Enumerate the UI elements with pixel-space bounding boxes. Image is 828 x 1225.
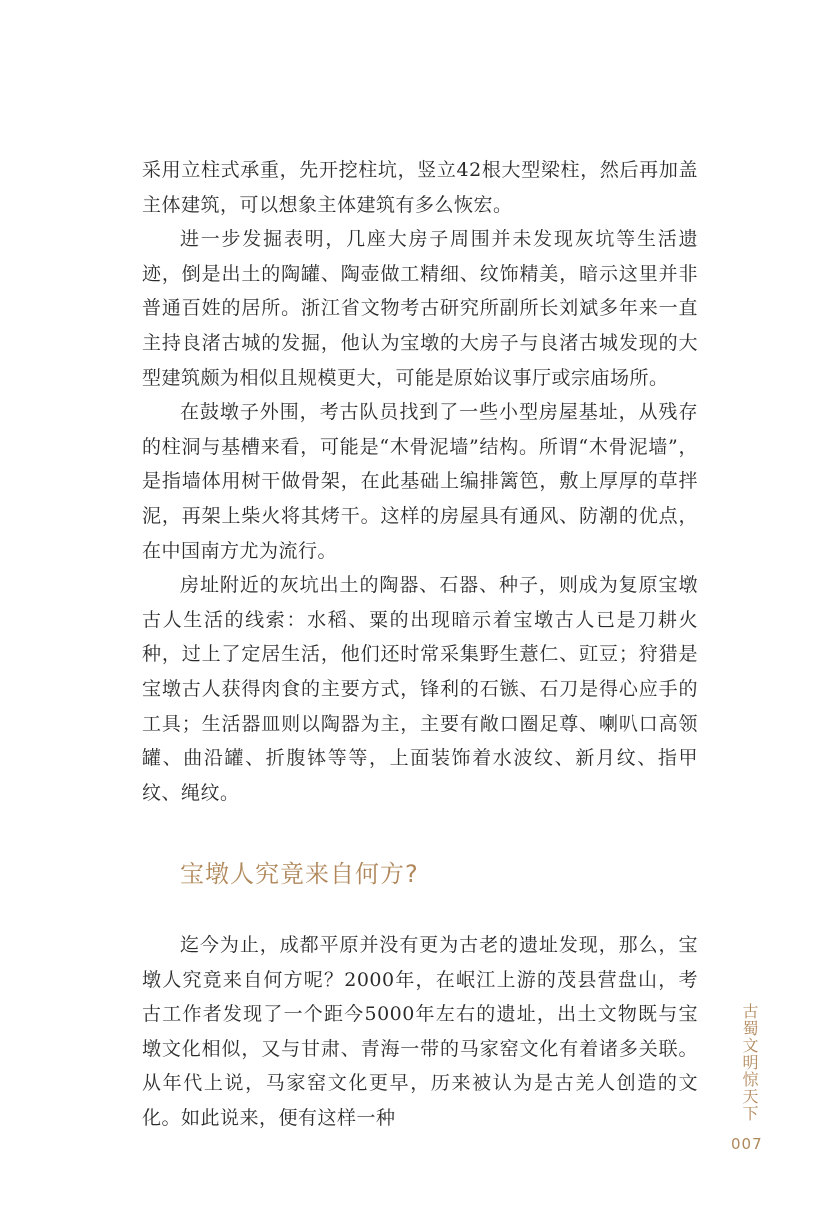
section-heading: 宝墩人究竟来自何方? — [180, 860, 419, 888]
running-title: 古蜀文明惊天下 — [740, 1003, 759, 1122]
paragraph: 在鼓墩子外围，考古队员找到了一些小型房屋基址，从残存的柱洞与基槽来看，可能是“木骨泥墙”结构。所谓“木骨泥墙”，是指墙体用树干做骨架，在此基础上编排篱笆，敷上厚厚的草拌泥，再架上柴火将其烤干。这样的房屋具有通风、防潮的优点，在中国南方尤为流行。 — [142, 401, 698, 562]
page-number: 007 — [731, 1135, 763, 1153]
paragraph: 迄今为止，成都平原并没有更为古老的遗址发现，那么，宝墩人究竟来自何方呢？2000年，在岷江上游的茂县营盘山，考古工作者发现了一个距今5000年左右的遗址，出土文物既与宝墩文化相似，又与甘肃、青海一带的马家窑文化有着诸多关联。从年代上说，马家窑文化更早，历来被认为是古羌人创造的文化。如此说来，便有这样一种 — [142, 934, 698, 1129]
body-text-top — [142, 153, 698, 810]
paragraph-continued: 采用立柱式承重，先开挖柱坑，竖立42根大型梁柱，然后再加盖主体建筑，可以想象主体建筑有多么恢宏。 — [142, 159, 698, 216]
paragraph: 进一步发掘表明，几座大房子周围并未发现灰坑等生活遗迹，倒是出土的陶罐、陶壶做工精细、纹饰精美，暗示这里并非普通百姓的居所。浙江省文物考古研究所副所长刘斌多年来一直主持良渚古城的发掘，他认为宝墩的大房子与良渚古城发现的大型建筑颇为相似且规模更大，可能是原始议事厅或宗庙场所。 — [142, 228, 698, 389]
body-text-bottom — [142, 928, 698, 1136]
paragraph: 房址附近的灰坑出土的陶器、石器、种子，则成为复原宝墩古人生活的线索：水稻、粟的出现暗示着宝墩古人已是刀耕火种，过上了定居生活，他们还时常采集野生薏仁、豇豆；狩猎是宝墩古人获得肉食的主要方式，锋利的石镞、石刀是得心应手的工具；生活器皿则以陶器为主，主要有敞口圈足尊、喇叭口高领罐、曲沿罐、折腹钵等等，上面装饰着水波纹、新月纹、指甲纹、绳纹。 — [142, 574, 698, 804]
